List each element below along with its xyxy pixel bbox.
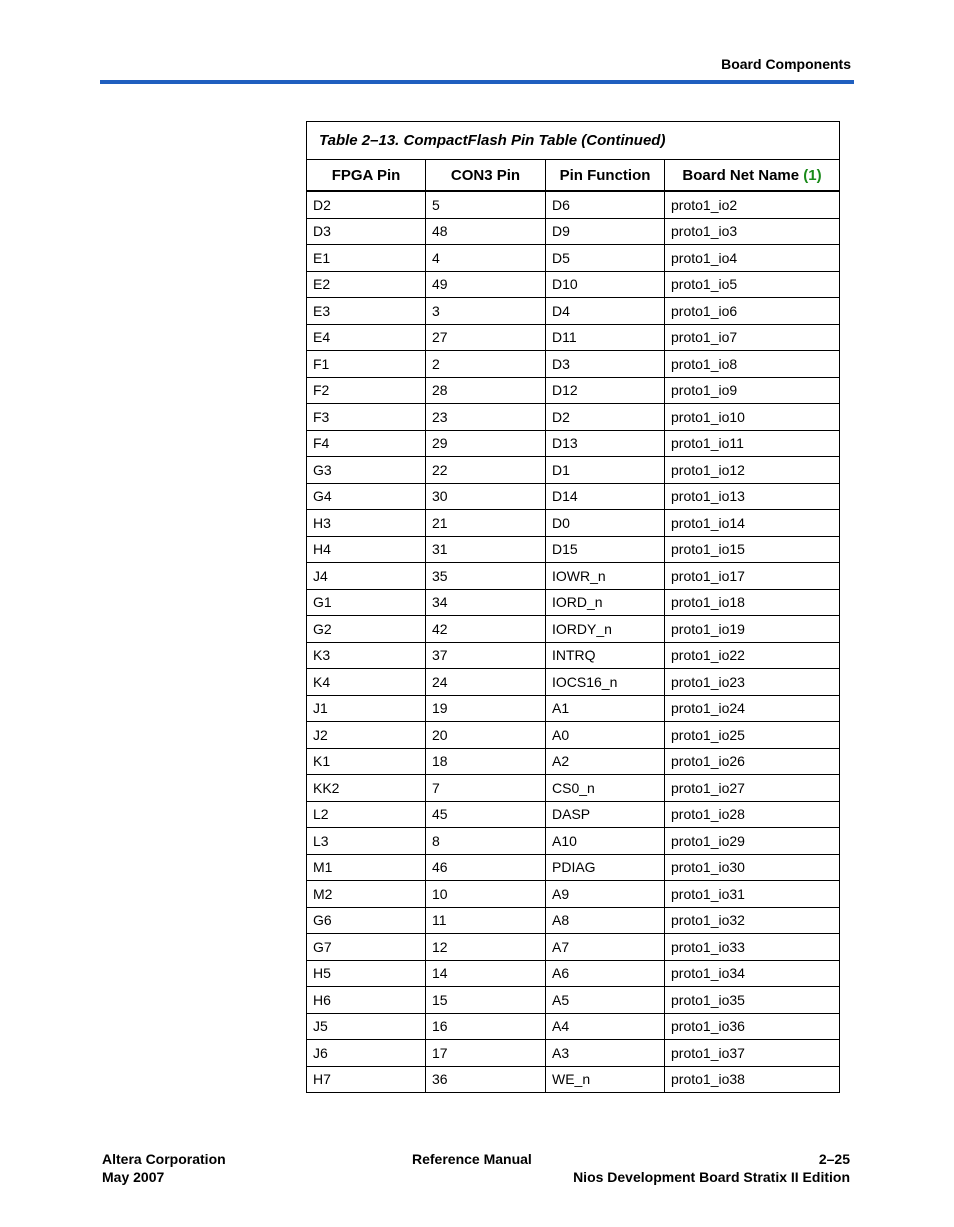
table-cell: D2 (307, 191, 426, 218)
table-cell: 20 (426, 722, 546, 749)
table-cell: proto1_io37 (665, 1040, 840, 1067)
table-cell: proto1_io28 (665, 801, 840, 828)
table-cell: proto1_io13 (665, 483, 840, 510)
table-cell: A10 (546, 828, 665, 855)
table-cell: H7 (307, 1066, 426, 1093)
table-cell: A4 (546, 1013, 665, 1040)
table-cell: F1 (307, 351, 426, 378)
table-cell: 4 (426, 245, 546, 272)
table-cell: M2 (307, 881, 426, 908)
table-cell: D5 (546, 245, 665, 272)
table-cell: proto1_io5 (665, 271, 840, 298)
table-row (307, 669, 840, 696)
column-header-label: Board Net Name (682, 166, 800, 184)
table-cell: 16 (426, 1013, 546, 1040)
table-row (307, 483, 840, 510)
table-cell: 5 (426, 191, 546, 218)
table-cell: D15 (546, 536, 665, 563)
header-rule (100, 80, 854, 84)
table-cell: A6 (546, 960, 665, 987)
table-cell: F2 (307, 377, 426, 404)
table-row (307, 1040, 840, 1067)
table-cell: D0 (546, 510, 665, 537)
table-cell: 21 (426, 510, 546, 537)
table-cell: proto1_io11 (665, 430, 840, 457)
table-cell: 14 (426, 960, 546, 987)
table-cell: H5 (307, 960, 426, 987)
table-caption: Table 2–13. CompactFlash Pin Table (Continued) (307, 122, 840, 160)
table-cell: A7 (546, 934, 665, 961)
table-cell: H3 (307, 510, 426, 537)
table-cell: A8 (546, 907, 665, 934)
column-header (665, 160, 840, 192)
table-cell: proto1_io24 (665, 695, 840, 722)
table-row (307, 987, 840, 1014)
table-cell: D4 (546, 298, 665, 325)
footer-center (412, 1150, 532, 1168)
table-cell: proto1_io15 (665, 536, 840, 563)
table-cell: D9 (546, 218, 665, 245)
table-cell: IORD_n (546, 589, 665, 616)
table-row (307, 351, 840, 378)
table-cell: 15 (426, 987, 546, 1014)
table-cell: 17 (426, 1040, 546, 1067)
table-cell: A0 (546, 722, 665, 749)
table-cell: 35 (426, 563, 546, 590)
table-cell: J1 (307, 695, 426, 722)
table-cell: D13 (546, 430, 665, 457)
table-cell: proto1_io22 (665, 642, 840, 669)
table-cell: 37 (426, 642, 546, 669)
table-row (307, 616, 840, 643)
table-row (307, 563, 840, 590)
table-cell: 45 (426, 801, 546, 828)
table-cell: IOCS16_n (546, 669, 665, 696)
table-cell: A5 (546, 987, 665, 1014)
table-row (307, 298, 840, 325)
table-cell: 36 (426, 1066, 546, 1093)
table-cell: G3 (307, 457, 426, 484)
table-row (307, 854, 840, 881)
table-cell: proto1_io9 (665, 377, 840, 404)
table-cell: 24 (426, 669, 546, 696)
table-cell: G4 (307, 483, 426, 510)
table-cell: 12 (426, 934, 546, 961)
table-cell: 2 (426, 351, 546, 378)
table-cell: 3 (426, 298, 546, 325)
table-cell: E1 (307, 245, 426, 272)
table-cell: 28 (426, 377, 546, 404)
table-cell: proto1_io18 (665, 589, 840, 616)
table-cell: proto1_io4 (665, 245, 840, 272)
table-cell: G6 (307, 907, 426, 934)
table-cell: J5 (307, 1013, 426, 1040)
table-cell: 29 (426, 430, 546, 457)
table-cell: K1 (307, 748, 426, 775)
table-cell: A3 (546, 1040, 665, 1067)
table-cell: H6 (307, 987, 426, 1014)
table-cell: F4 (307, 430, 426, 457)
table-cell: A1 (546, 695, 665, 722)
table-cell: J4 (307, 563, 426, 590)
table-cell: proto1_io35 (665, 987, 840, 1014)
table-row (307, 695, 840, 722)
table-cell: CS0_n (546, 775, 665, 802)
table-cell: 42 (426, 616, 546, 643)
column-header: FPGA Pin (307, 160, 426, 192)
footer-doc-type: Reference Manual (412, 1151, 532, 1167)
table-row (307, 907, 840, 934)
table-cell: G1 (307, 589, 426, 616)
table-cell: M1 (307, 854, 426, 881)
table-row (307, 377, 840, 404)
footer-date: May 2007 (102, 1169, 165, 1185)
table-cell: G7 (307, 934, 426, 961)
table-cell: L3 (307, 828, 426, 855)
table-row (307, 934, 840, 961)
table-cell: D6 (546, 191, 665, 218)
table-cell: proto1_io12 (665, 457, 840, 484)
column-header: CON3 Pin (426, 160, 546, 192)
table-row (307, 589, 840, 616)
table-cell: D3 (546, 351, 665, 378)
table-cell: 49 (426, 271, 546, 298)
table-cell: proto1_io36 (665, 1013, 840, 1040)
table-cell: proto1_io26 (665, 748, 840, 775)
table-row (307, 881, 840, 908)
table-row (307, 748, 840, 775)
table-cell: proto1_io6 (665, 298, 840, 325)
table-row (307, 1013, 840, 1040)
running-header: Board Components (721, 56, 851, 72)
table-cell: D14 (546, 483, 665, 510)
table-row (307, 828, 840, 855)
table-cell: J2 (307, 722, 426, 749)
table-row (307, 536, 840, 563)
table-cell: E3 (307, 298, 426, 325)
table-header-row (307, 160, 840, 192)
table-cell: 30 (426, 483, 546, 510)
table-cell: 8 (426, 828, 546, 855)
footer-company: Altera Corporation (102, 1151, 226, 1167)
table-cell: 46 (426, 854, 546, 881)
table-cell: proto1_io29 (665, 828, 840, 855)
table-cell: proto1_io30 (665, 854, 840, 881)
table-cell: J6 (307, 1040, 426, 1067)
table-row (307, 191, 840, 218)
table-cell: 27 (426, 324, 546, 351)
table-cell: IORDY_n (546, 616, 665, 643)
table-cell: E2 (307, 271, 426, 298)
table-cell: 34 (426, 589, 546, 616)
table-cell: proto1_io19 (665, 616, 840, 643)
table-row (307, 801, 840, 828)
table-row (307, 510, 840, 537)
table-cell: D11 (546, 324, 665, 351)
table-cell: 48 (426, 218, 546, 245)
table-cell: proto1_io14 (665, 510, 840, 537)
footer-right (573, 1150, 850, 1186)
table-cell: L2 (307, 801, 426, 828)
table-cell: INTRQ (546, 642, 665, 669)
table-cell: proto1_io8 (665, 351, 840, 378)
footer-left (102, 1150, 226, 1186)
table-row (307, 245, 840, 272)
table-row (307, 642, 840, 669)
table-cell: proto1_io25 (665, 722, 840, 749)
table-cell: D12 (546, 377, 665, 404)
table-cell: proto1_io34 (665, 960, 840, 987)
table-row (307, 1066, 840, 1093)
table-row (307, 271, 840, 298)
table-cell: DASP (546, 801, 665, 828)
table-row (307, 775, 840, 802)
table-cell: KK2 (307, 775, 426, 802)
table-cell: D3 (307, 218, 426, 245)
table-row (307, 324, 840, 351)
footer-edition: Nios Development Board Stratix II Edition (573, 1169, 850, 1185)
table-cell: proto1_io3 (665, 218, 840, 245)
table-cell: D2 (546, 404, 665, 431)
note-reference-link[interactable]: (1) (803, 166, 822, 184)
table-cell: 19 (426, 695, 546, 722)
table-cell: E4 (307, 324, 426, 351)
table-row (307, 218, 840, 245)
table-cell: PDIAG (546, 854, 665, 881)
table-row (307, 960, 840, 987)
footer-page-number: 2–25 (818, 1151, 850, 1167)
table-cell: 18 (426, 748, 546, 775)
table-cell: D10 (546, 271, 665, 298)
table-cell: proto1_io27 (665, 775, 840, 802)
table-row (307, 722, 840, 749)
table-cell: proto1_io10 (665, 404, 840, 431)
column-header: Pin Function (546, 160, 665, 192)
table-cell: IOWR_n (546, 563, 665, 590)
table-cell: H4 (307, 536, 426, 563)
table-cell: proto1_io23 (665, 669, 840, 696)
table-cell: proto1_io7 (665, 324, 840, 351)
table-cell: 7 (426, 775, 546, 802)
table-cell: G2 (307, 616, 426, 643)
table-cell: A2 (546, 748, 665, 775)
table-cell: 31 (426, 536, 546, 563)
table-cell: 10 (426, 881, 546, 908)
pin-table (306, 121, 840, 1093)
table-row (307, 404, 840, 431)
table-cell: proto1_io17 (665, 563, 840, 590)
table-cell: proto1_io32 (665, 907, 840, 934)
table-cell: D1 (546, 457, 665, 484)
table-cell: WE_n (546, 1066, 665, 1093)
table-cell: A9 (546, 881, 665, 908)
table-cell: proto1_io2 (665, 191, 840, 218)
table-body (307, 191, 840, 1093)
table-cell: K3 (307, 642, 426, 669)
table-cell: 23 (426, 404, 546, 431)
table-cell: K4 (307, 669, 426, 696)
table-cell: 22 (426, 457, 546, 484)
table-row (307, 430, 840, 457)
table-cell: F3 (307, 404, 426, 431)
table-cell: proto1_io31 (665, 881, 840, 908)
table-cell: proto1_io38 (665, 1066, 840, 1093)
table-row (307, 457, 840, 484)
table-cell: proto1_io33 (665, 934, 840, 961)
table-cell: 11 (426, 907, 546, 934)
